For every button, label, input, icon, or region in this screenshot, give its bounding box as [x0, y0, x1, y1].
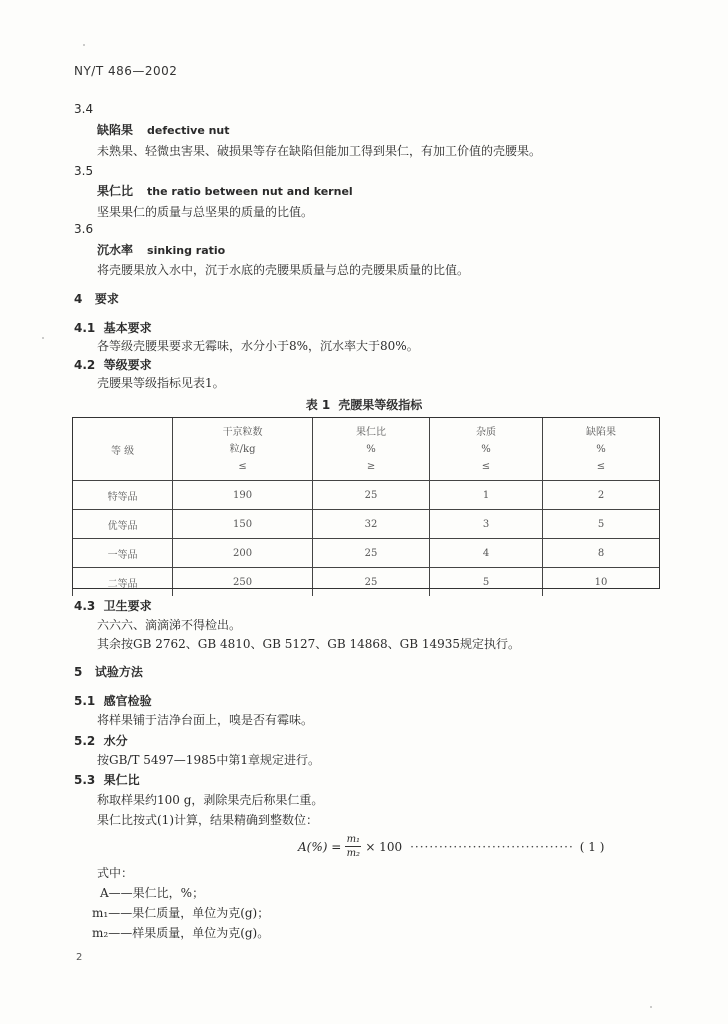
paragraph-basic-requirements: 各等级壳腰果要求无霉味，水分小于8%，沉水率大于80%。	[97, 339, 419, 353]
header-limit: ≥	[366, 460, 376, 472]
paragraph-kernel-ratio-2: 果仁比按式(1)计算，结果精确到整数位：	[97, 813, 318, 827]
header-label: 果仁比	[356, 426, 386, 438]
heading-title: 等级要求	[103, 358, 152, 372]
heading-4-3	[74, 598, 152, 614]
formula-number: ( 1 )	[579, 839, 605, 854]
header-grade: 等 级	[73, 418, 173, 481]
section-number-3-5: 3.5	[74, 164, 94, 178]
paragraph-moisture: 按GB/T 5497—1985中第1章规定进行。	[97, 753, 320, 767]
table-caption	[0, 396, 728, 413]
paragraph-hygiene-2: 其余按GB 2762、GB 4810、GB 5127、GB 14868、GB 14935规定执行。	[97, 637, 521, 651]
cell-count: 150	[173, 510, 313, 539]
paragraph-kernel-ratio-1: 称取样果约100 g，剥除果壳后称果仁重。	[97, 793, 324, 807]
cell-grade: 二等品	[73, 568, 173, 597]
header-limit: ≤	[596, 460, 606, 472]
term-zh: 缺陷果	[97, 123, 134, 137]
page-number: 2	[76, 952, 83, 963]
heading-4-2	[74, 357, 152, 373]
header-impurity	[430, 418, 543, 481]
definition-defective-nut: 未熟果、轻微虫害果、破损果等存在缺陷但能加工得到果仁，有加工价值的壳腰果。	[97, 144, 542, 158]
cell-ratio: 32	[313, 510, 430, 539]
section-number-3-4: 3.4	[74, 102, 94, 116]
heading-number: 5.3	[74, 773, 96, 787]
heading-4-1	[74, 320, 152, 336]
header-label: 缺陷果	[586, 426, 616, 438]
heading-5-1	[74, 693, 152, 709]
fraction-bar	[345, 846, 361, 847]
heading-title: 试验方法	[94, 665, 143, 679]
heading-number: 4	[74, 292, 83, 306]
cell-impurity: 3	[430, 510, 543, 539]
header-unit: %	[481, 443, 491, 455]
where-label: 式中：	[97, 866, 134, 880]
term-nut-kernel-ratio	[97, 183, 353, 200]
cell-impurity: 5	[430, 568, 543, 597]
table-row	[73, 481, 660, 510]
header-label: 干京粒数	[222, 426, 263, 438]
header-label: 杂质	[476, 426, 496, 438]
header-defect	[543, 418, 660, 481]
cell-grade: 特等品	[73, 481, 173, 510]
standard-header: NY/T 486—2002	[74, 64, 178, 78]
header-kernel-count	[173, 418, 313, 481]
cell-defect: 5	[543, 510, 660, 539]
formula-numerator: m₁	[346, 834, 361, 845]
header-kernel-ratio	[313, 418, 430, 481]
paragraph-hygiene-1: 六六六、滴滴涕不得检出。	[97, 618, 242, 632]
cell-grade: 一等品	[73, 539, 173, 568]
heading-number: 4.1	[74, 321, 96, 335]
heading-5	[74, 664, 143, 680]
cell-ratio: 25	[313, 481, 430, 510]
where-a: A——果仁比，%；	[100, 886, 205, 900]
scan-speck	[83, 44, 85, 46]
term-en: sinking ratio	[147, 244, 226, 257]
formula-fraction	[345, 834, 361, 859]
heading-title: 水分	[103, 734, 128, 748]
table-number: 表 1	[305, 398, 331, 412]
cell-impurity: 1	[430, 481, 543, 510]
table-title: 壳腰果等级指标	[338, 398, 423, 412]
cell-count: 190	[173, 481, 313, 510]
where-m1: m₁——果仁质量，单位为克(g)；	[92, 906, 270, 920]
cell-impurity: 4	[430, 539, 543, 568]
term-sinking-ratio	[97, 242, 225, 259]
cell-count: 250	[173, 568, 313, 597]
formula-rhs: × 100	[365, 839, 403, 854]
term-en: defective nut	[147, 124, 230, 137]
paragraph-sensory: 将样果铺于洁净台面上，嗅是否有霉味。	[97, 713, 314, 727]
header-limit: ≤	[481, 460, 491, 472]
header-unit: 粒/kg	[229, 443, 256, 455]
header-unit: %	[366, 443, 376, 455]
definition-nut-kernel-ratio: 坚果果仁的质量与总坚果的质量的比值。	[97, 205, 314, 219]
heading-title: 基本要求	[103, 321, 152, 335]
cell-defect: 8	[543, 539, 660, 568]
term-zh: 沉水率	[97, 243, 134, 257]
cell-defect: 10	[543, 568, 660, 597]
paragraph-grade-requirements: 壳腰果等级指标见表1。	[97, 376, 225, 390]
cell-grade: 优等品	[73, 510, 173, 539]
term-zh: 果仁比	[97, 184, 134, 198]
scan-speck	[650, 1006, 652, 1008]
cell-count: 200	[173, 539, 313, 568]
heading-title: 感官检验	[103, 694, 152, 708]
header-unit: %	[596, 443, 606, 455]
formula-denominator: m₂	[346, 848, 361, 859]
heading-title: 果仁比	[103, 773, 140, 787]
table-row	[73, 539, 660, 568]
table-row	[73, 568, 660, 597]
heading-number: 5	[74, 665, 83, 679]
definition-sinking-ratio: 将壳腰果放入水中，沉于水底的壳腰果质量与总的壳腰果质量的比值。	[97, 263, 470, 277]
table-header-row	[73, 418, 660, 481]
term-en: the ratio between nut and kernel	[147, 185, 353, 198]
formula-leader-dots: ··································	[410, 839, 574, 854]
heading-4	[74, 291, 119, 307]
cell-defect: 2	[543, 481, 660, 510]
term-defective-nut	[97, 122, 230, 139]
section-number-3-6: 3.6	[74, 222, 94, 236]
formula-lhs: A(%) =	[298, 839, 342, 854]
heading-title: 卫生要求	[103, 599, 152, 613]
heading-5-3	[74, 772, 140, 788]
heading-number: 4.2	[74, 358, 96, 372]
cell-ratio: 25	[313, 568, 430, 597]
scan-speck	[42, 337, 44, 339]
heading-number: 5.1	[74, 694, 96, 708]
heading-title: 要求	[94, 292, 119, 306]
formula-kernel-ratio	[298, 834, 604, 859]
grade-table	[72, 417, 659, 596]
heading-number: 5.2	[74, 734, 96, 748]
heading-number: 4.3	[74, 599, 96, 613]
table-row	[73, 510, 660, 539]
header-limit: ≤	[238, 460, 247, 472]
where-m2: m₂——样果质量，单位为克(g)。	[92, 926, 270, 940]
cell-ratio: 25	[313, 539, 430, 568]
heading-5-2	[74, 733, 128, 749]
